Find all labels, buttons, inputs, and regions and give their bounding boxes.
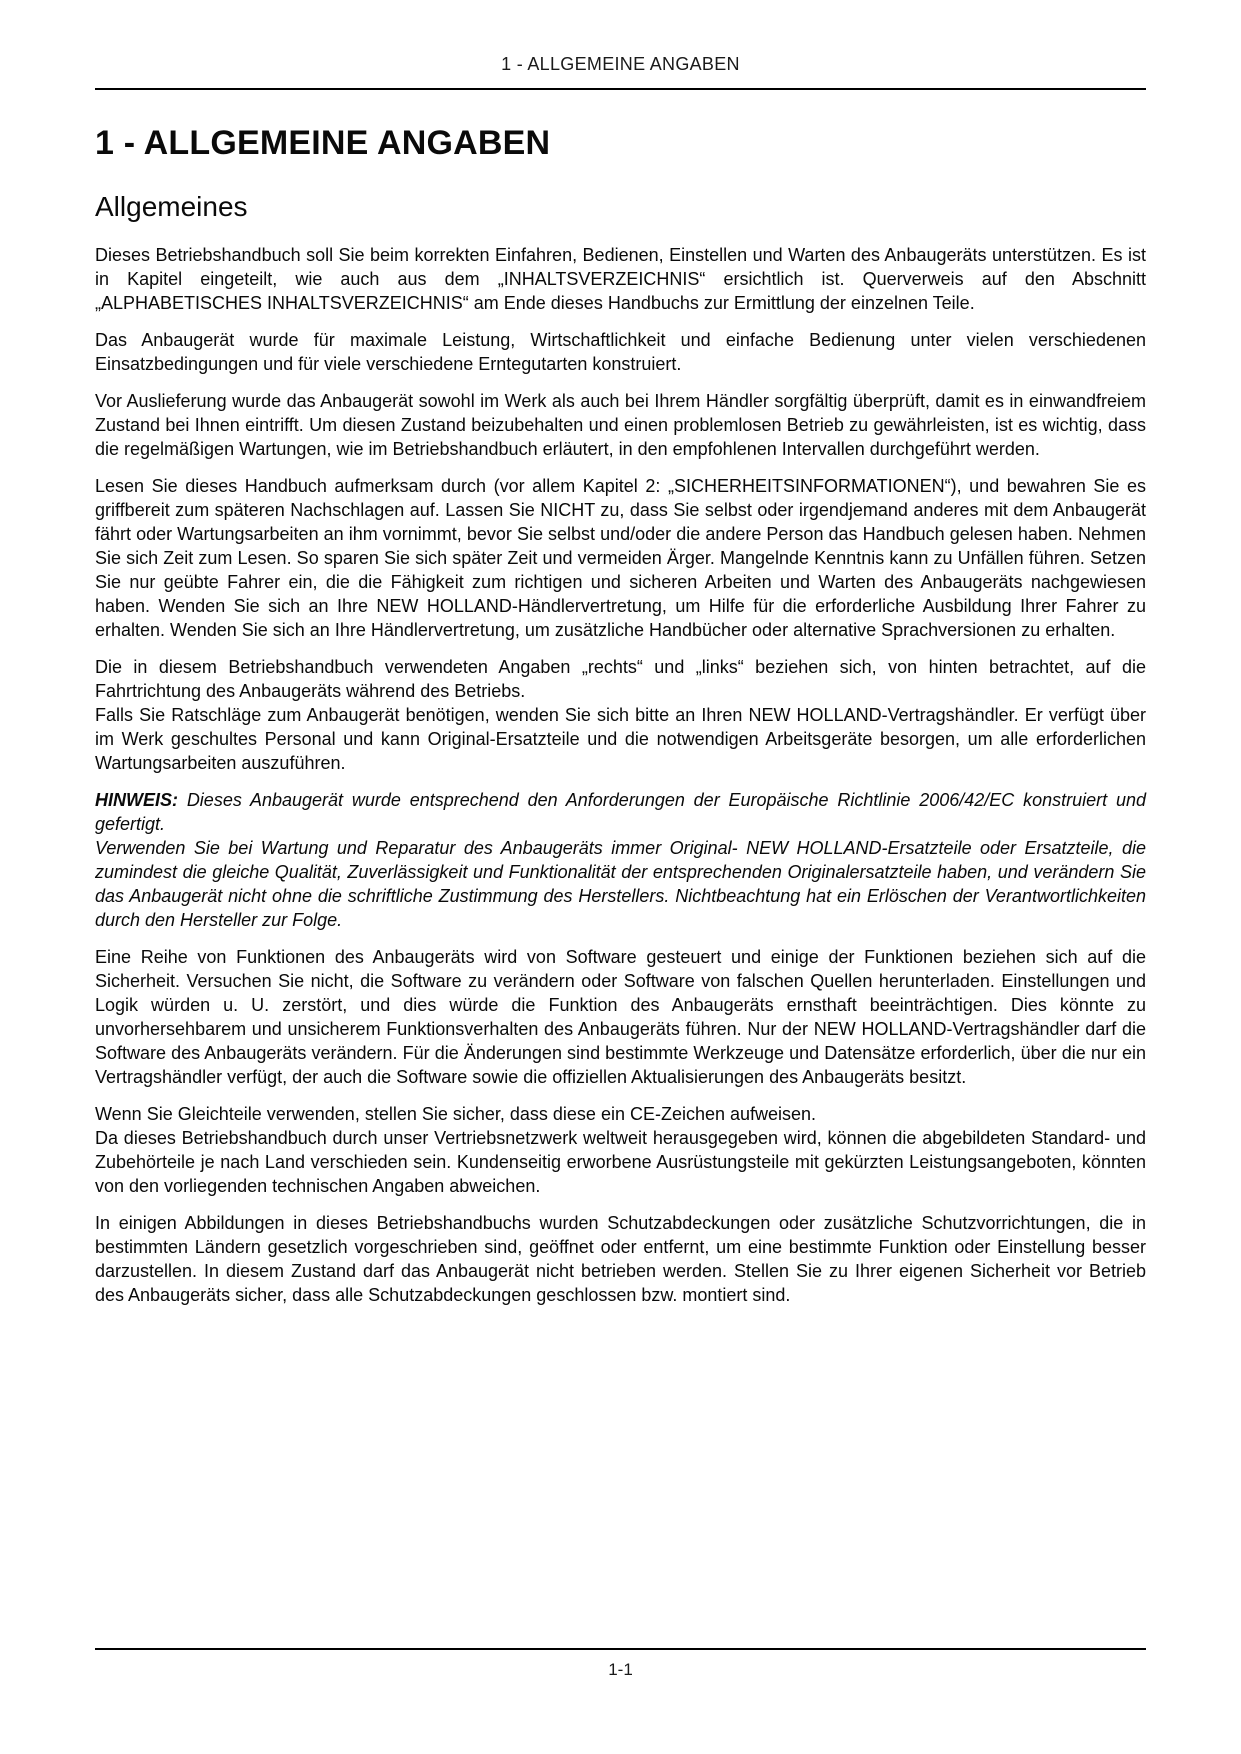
paragraph-text: Lesen Sie dieses Handbuch aufmerksam durch (vor allem Kapitel 2: „SICHERHEITSINFORMATIONEN“), und bewahren Sie es griffbereit zum späteren Nachschlagen auf. Lassen Sie NICHT zu, dass Sie selbst oder irgendjemand anderes mit dem Anbaugerät fährt oder Wartungsarbeiten an ihm vornimmt, bevor Sie selbst und/oder die andere Person das Handbuch gelesen haben. Nehmen Sie sich Zeit zum Lesen. So sparen Sie sich später Zeit und vermeiden Ärger. Mangelnde Kenntnis kann zu Unfällen führen. Setzen Sie nur geübte Fahrer ein, die die Fähigkeit zum richtigen und sicheren Arbeiten und Warten des Anbaugeräts nachgewiesen haben. Wenden Sie sich an Ihre NEW HOLLAND-Händlervertretung, um Hilfe für die erforderliche Ausbildung Ihrer Fahrer zu erhalten. Wenden Sie sich an Ihre Händlervertretung, um zusätzliche Handbücher oder alternative Sprachversionen zu erhalten. [95,476,1146,640]
page-header [95,54,1146,90]
paragraph-delivery [95,389,1146,461]
paragraph-directions [95,655,1146,775]
note-label: HINWEIS: [95,790,178,810]
note-text: Verwenden Sie bei Wartung und Reparatur des Anbaugeräts immer Original- NEW HOLLAND-Ersatzteile oder Ersatzteile, die zumindest die gleiche Qualität, Zuverlässigkeit und Funktionalität der entsprechenden Originalersatzteile haben, und verändern Sie das Anbaugerät nicht ohne die schriftliche Zustimmung des Herstellers. Nichtbeachtung hat ein Erlöschen der Verantwortlichkeiten durch den Hersteller zur Folge. [95,838,1146,930]
paragraph-text: Das Anbaugerät wurde für maximale Leistung, Wirtschaftlichkeit und einfache Bedienung unter vielen verschiedenen Einsatzbedingungen und für viele verschiedene Erntegutarten konstruiert. [95,330,1146,374]
paragraph-design [95,328,1146,376]
paragraph-ce-parts [95,1102,1146,1198]
paragraph-text: Vor Auslieferung wurde das Anbaugerät sowohl im Werk als auch bei Ihrem Händler sorgfältig überprüft, damit es in einwandfreiem Zustand bei Ihnen eintrifft. Um diesen Zustand beizubehalten und einen problemlosen Betrieb zu gewährleisten, ist es wichtig, dass die regelmäßigen Wartungen, wie im Betriebshandbuch erläutert, in den empfohlenen Intervallen durchgeführt werden. [95,391,1146,459]
paragraph-illustrations [95,1211,1146,1307]
note-first-line [95,788,1146,836]
section-title: Allgemeines [95,191,248,222]
note-text: Dieses Anbaugerät wurde entsprechend den Anforderungen der Europäische Richtlinie 2006/42/EC konstruiert und gefertigt. [95,790,1146,834]
note-paragraph [95,788,1146,932]
paragraph-text: Da dieses Betriebshandbuch durch unser Vertriebsnetzwerk weltweit herausgegeben wird, können die abgebildeten Standard- und Zubehörteile je nach Land verschieden sein. Kundenseitig erworbene Ausrüstungsteile mit gekürzten Leistungsangeboten, könnten von den vorliegenden technischen Angaben abweichen. [95,1128,1146,1196]
paragraph-text: Die in diesem Betriebshandbuch verwendeten Angaben „rechts“ und „links“ beziehen sich, von hinten betrachtet, auf die Fahrtrichtung des Anbaugeräts während des Betriebs. [95,657,1146,701]
page-content [95,90,1146,1320]
paragraph-read-manual [95,474,1146,642]
paragraph-text: Wenn Sie Gleichteile verwenden, stellen Sie sicher, dass diese ein CE-Zeichen aufweisen. [95,1104,817,1124]
running-header-title: 1 - ALLGEMEINE ANGABEN [501,54,740,74]
chapter-title: 1 - ALLGEMEINE ANGABEN [95,124,551,162]
paragraph-intro [95,243,1146,315]
paragraph-text: Eine Reihe von Funktionen des Anbaugeräts wird von Software gesteuert und einige der Funktionen beziehen sich auf die Sicherheit. Versuchen Sie nicht, die Software zu verändern oder Software von falschen Quellen herunterladen. Einstellungen und Logik würden u. U. zerstört, und dies würde die Funktion des Anbaugeräts ernsthaft beeinträchtigen. Dies könnte zu unvorhersehbarem und unsicherem Funktionsverhalten des Anbaugeräts führen. Nur der NEW HOLLAND-Vertragshändler darf die Software des Anbaugeräts verändern. Für die Änderungen sind bestimmte Werkzeuge und Datensätze erforderlich, über die nur ein Vertragshändler verfügt, der auch die Software sowie die offiziellen Aktualisierungen des Anbaugeräts besitzt. [95,947,1146,1087]
paragraph-text: In einigen Abbildungen in dieses Betriebshandbuchs wurden Schutzabdeckungen oder zusätzliche Schutzvorrichtungen, die in bestimmten Ländern gesetzlich vorgeschrieben sind, geöffnet oder entfernt, um eine bestimmte Funktion oder Einstellung besser darzustellen. In diesem Zustand darf das Anbaugerät nicht betrieben werden. Stellen Sie zu Ihrer eigenen Sicherheit vor Betrieb des Anbaugeräts sicher, dass alle Schutzabdeckungen geschlossen bzw. montiert sind. [95,1213,1146,1305]
footer-rule [95,1648,1146,1650]
page-footer [95,1648,1146,1680]
paragraph-text: Dieses Betriebshandbuch soll Sie beim korrekten Einfahren, Bedienen, Einstellen und Warten des Anbaugeräts unterstützen. Es ist in Kapitel eingeteilt, wie auch aus dem „INHALTSVERZEICHNIS“ ersichtlich ist. Querverweis auf den Abschnitt „ALPHABETISCHES INHALTSVERZEICHNIS“ am Ende dieses Handbuchs zur Ermittlung der einzelnen Teile. [95,245,1146,313]
paragraph-software [95,945,1146,1089]
paragraph-text: Falls Sie Ratschläge zum Anbaugerät benötigen, wenden Sie sich bitte an Ihren NEW HOLLAND-Vertragshändler. Er verfügt über im Werk geschultes Personal und kann Original-Ersatzteile und die notwendigen Arbeitsgeräte besorgen, um alle erforderlichen Wartungsarbeiten auszuführen. [95,705,1146,773]
page-number: 1-1 [608,1660,633,1679]
